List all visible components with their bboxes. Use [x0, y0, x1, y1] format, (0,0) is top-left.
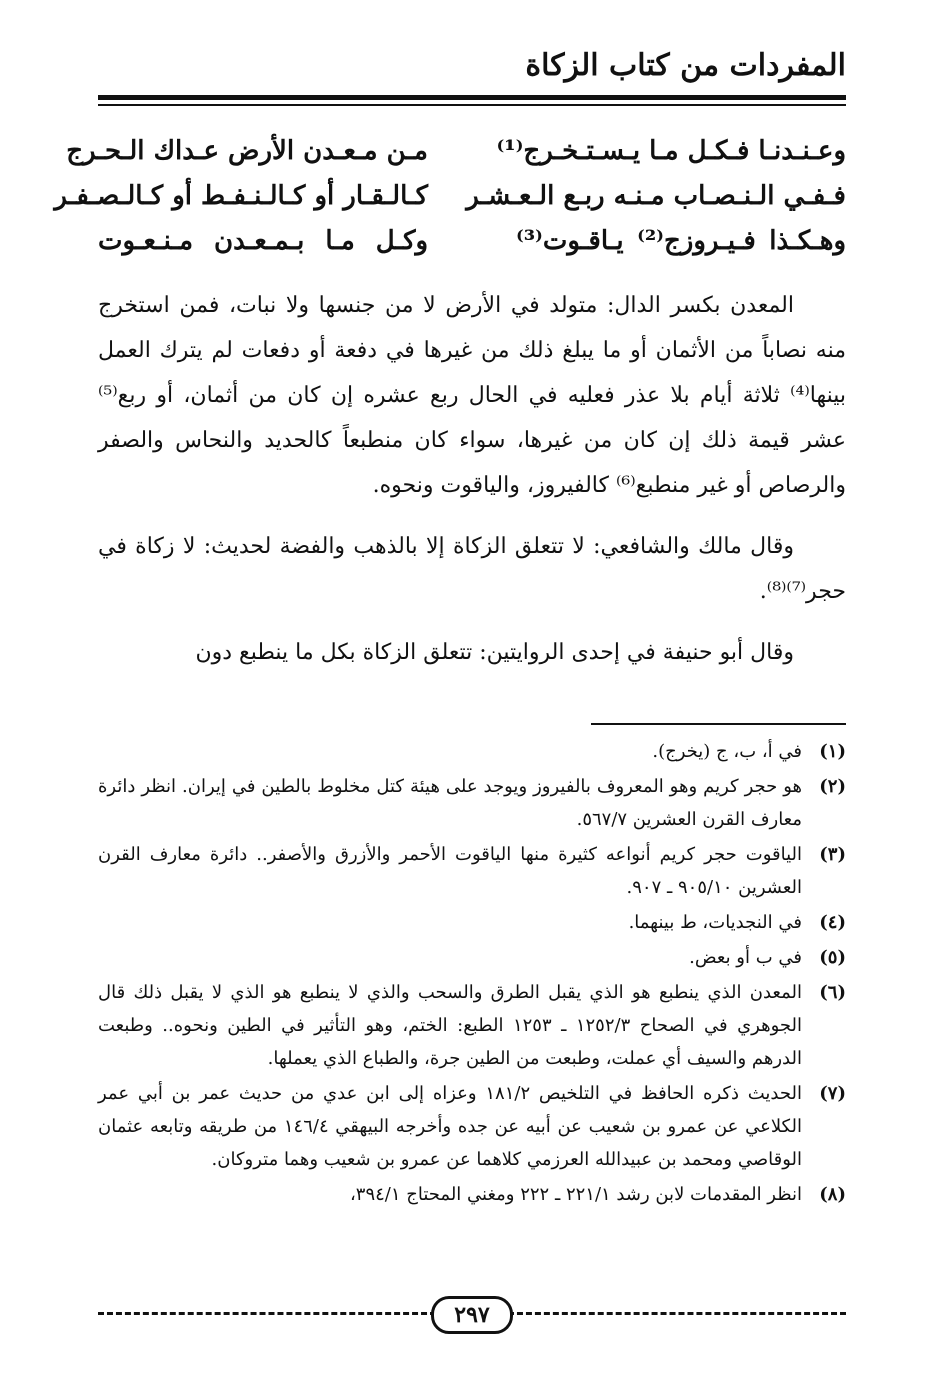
verse-first-hemistich: فـفـي الـنـصـاب مـنـه ربـع الـعـشـر: [466, 180, 846, 211]
footer-dashed-rule: [508, 1312, 846, 1315]
footnotes: [98, 735, 846, 1213]
body-paragraph: وقال مالك والشافعي: لا تتعلق الزكاة إلا بالذهب والفضة لحديث: لا زكاة في حجر⁽⁷⁾⁽⁸⁾.: [98, 534, 846, 604]
footnote: [98, 906, 846, 939]
footer-dashed-rule: [98, 1312, 436, 1315]
poem-verse: [66, 128, 846, 173]
footnote-number: (٢): [819, 776, 846, 797]
poem-verse: [54, 173, 846, 218]
footnote: [98, 976, 846, 1075]
footnote-text: الحديث ذكره الحافظ في التلخيص ١٨١/٢ وعزاه إلى ابن عدي من حديث عمر بن أبي عمر الكلاعي عن عمرو بن شعيب عن أبيه عن جده وأخرجه البيهقي ١٤٦/٤ من طريقه وتابعه عثمان الوقاصي ومحمد بن عبيدالله العرزمي كلاهما عن عمرو بن شعيب وهما متروكان.: [98, 1083, 802, 1170]
body-paragraph: المعدن بكسر الدال: متولد في الأرض لا من جنسها ولا نبات، فمن استخرج منه نصاباً من الأثمان أو ما يبلغ ذلك من غيرها في دفعة أو دفعات لم يترك العمل بينها⁽⁴⁾ ثلاثة أيام بلا عذر فعليه في الحال ربع عشره إن كان من أثمان، أو ربع⁽⁵⁾ عشر قيمة ذلك إن كان من غيرها، سواء كان منطبعاً كالحديد والنحاس والصفر والرصاص أو غير منطبع⁽⁶⁾ كالفيروز، والياقوت ونحوه.: [98, 293, 846, 498]
verse-second-hemistich: وكـل مـا بـمـعـدن مـنـعـوت: [98, 225, 428, 256]
verse-first-hemistich: وعـنـدنـا فـكـل مـا يـسـتـخـرج⁽¹⁾: [496, 135, 846, 166]
footnote: [98, 941, 846, 974]
footnote: [98, 735, 846, 768]
verse-second-hemistich: كـالـقـار أو كـالـنـفـط أو كـالـصـفـر: [54, 180, 428, 211]
footnote: [98, 770, 846, 836]
footnote-text: المعدن الذي ينطبع هو الذي يقبل الطرق والسحب والذي لا ينطبع هو الذي لا يقبل ذلك قال الجوهري في الصحاح ١٢٥٢/٣ ـ ١٢٥٣ الطبع: الختم، وهو التأثير في الطين ونحوه.. وطبعت الدرهم والسيف أي عملت، وطبعت من الطين جرة، والطباع الذي يعملها.: [98, 982, 802, 1069]
footnote-text: الياقوت حجر كريم أنواعه كثيرة منها الياقوت الأحمر والأزرق والأصفر.. دائرة معارف القرن العشرين ٩٠٥/١٠ ـ ٩٠٧.: [98, 844, 802, 898]
footnote: [98, 838, 846, 904]
poem: [54, 128, 846, 263]
header-rule-thick: [98, 95, 846, 100]
footnote-text: هو حجر كريم وهو المعروف بالفيروز ويوجد على هيئة كتل مخلوط بالطين في إيران. انظر دائرة معارف القرن العشرين ٥٦٧/٧.: [98, 776, 802, 830]
footnote-separator: [591, 723, 846, 725]
footnote-text: في أ، ب، ج (يخرج).: [652, 741, 802, 762]
footnote-number: (٦): [819, 982, 846, 1003]
footnote-number: (٧): [819, 1083, 846, 1104]
footnote-number: (٨): [819, 1184, 846, 1205]
footnote-number: (٤): [819, 912, 846, 933]
body-text: [98, 283, 846, 691]
header-rule-thin: [98, 104, 846, 106]
footnote: [98, 1178, 846, 1211]
verse-first-hemistich: وهـكـذا فـيـروزج⁽²⁾ يـاقـوت⁽³⁾: [516, 225, 846, 256]
body-paragraph: وقال أبو حنيفة في إحدى الروايتين: تتعلق الزكاة بكل ما ينطبع دون: [195, 640, 794, 665]
page-footer: [98, 1296, 846, 1332]
footnote-text: في النجديات، ط بينهما.: [628, 912, 802, 933]
footnote: [98, 1077, 846, 1176]
footnote-number: (٥): [819, 947, 846, 968]
footnote-text: انظر المقدمات لابن رشد ٢٢١/١ ـ ٢٢٢ ومغني المحتاج ٣٩٤/١،: [349, 1184, 802, 1205]
footnote-text: في ب أو بعض.: [689, 947, 802, 968]
poem-verse: [98, 218, 846, 263]
footnote-number: (٣): [819, 844, 846, 865]
verse-second-hemistich: مـن مـعـدن الأرض عـداك الـحـرج: [66, 135, 428, 166]
page-number: ٢٩٧: [431, 1296, 513, 1334]
running-title: المفردات من كتاب الزكاة: [525, 48, 846, 83]
footnote-number: (١): [819, 741, 846, 762]
